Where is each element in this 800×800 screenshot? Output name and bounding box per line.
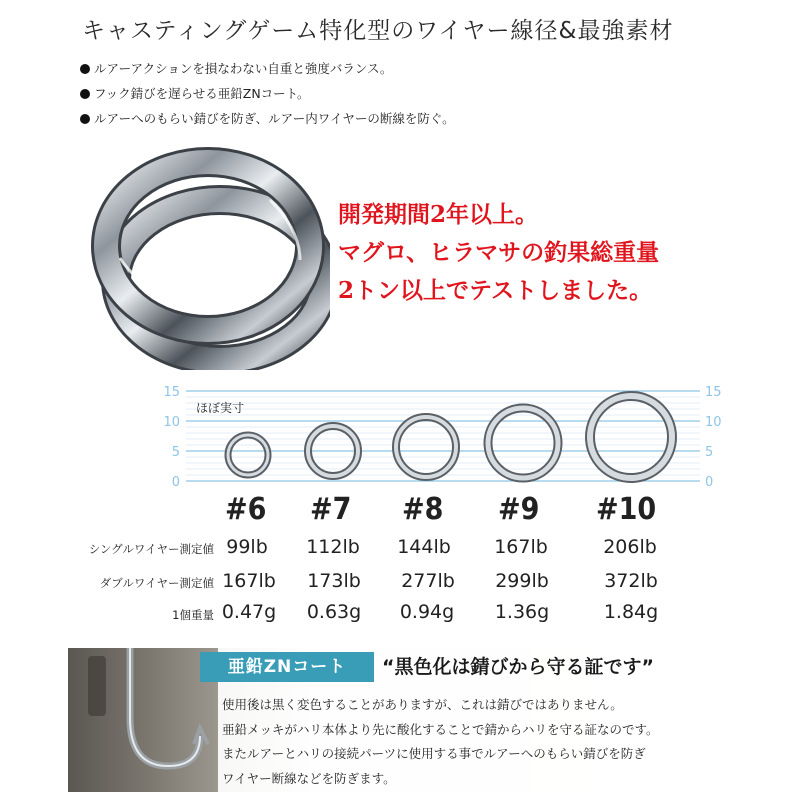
bullet-icon xyxy=(80,89,90,99)
size-scale xyxy=(0,380,800,490)
feature-list xyxy=(80,56,455,131)
bullet-icon xyxy=(80,64,90,74)
row-label-single: シングルワイヤー測定値 xyxy=(88,542,214,556)
scale-ticks-left xyxy=(163,385,180,490)
row-label-double: ダブルワイヤー測定値 xyxy=(99,576,214,590)
spec-value: 299lb xyxy=(495,570,549,592)
ring-highlight xyxy=(396,417,456,477)
spec-value: 1.36g xyxy=(494,601,550,623)
bullet-icon xyxy=(80,114,90,124)
spec-value: 1.84g xyxy=(603,601,659,623)
scale-tick-label: 10 xyxy=(705,415,722,430)
description-line: またルアーとハリの接続パーツに使用する事でルアーへのもらい錆びを防ぎ xyxy=(222,746,646,761)
spec-value: 206lb xyxy=(603,536,657,558)
zn-coat-description xyxy=(222,693,659,791)
description-line: 亜鉛メッキがハリ本体より先に酸化することで錆からハリを守る証なのです。 xyxy=(222,721,659,737)
promo-copy xyxy=(338,196,659,310)
spec-value: 112lb xyxy=(306,536,360,558)
spec-value: 167lb xyxy=(222,570,276,592)
promo-line: 2トン以上でテストしました。 xyxy=(338,277,653,304)
description-line: 使用後は黒く変色することがありますが、これは錆びではありません。 xyxy=(222,697,623,712)
hook-photo xyxy=(68,648,218,792)
scale-tick-label: 0 xyxy=(171,475,180,490)
ring-highlight xyxy=(488,408,558,478)
spec-value: 0.94g xyxy=(399,601,455,623)
size-label: #8 xyxy=(402,492,444,527)
page-title: キャスティングゲーム特化型のワイヤー線径&最強素材 xyxy=(82,18,674,44)
feature-item: フック錆びを遅らせる亜鉛ZNコート。 xyxy=(80,81,455,106)
size-label: #6 xyxy=(225,492,267,527)
spec-value: 0.63g xyxy=(306,601,362,623)
spec-value: 99lb xyxy=(226,536,268,558)
size-label: #10 xyxy=(596,492,657,527)
zn-coat-tag: 亜鉛ZNコート xyxy=(200,652,374,682)
scale-tick-label: 10 xyxy=(163,415,180,430)
size-label: #7 xyxy=(310,492,352,527)
scale-tick-label: 0 xyxy=(705,475,714,490)
scale-tick-label: 5 xyxy=(705,445,714,460)
spec-value: 0.47g xyxy=(221,601,277,623)
spec-value: 144lb xyxy=(397,536,451,558)
ring-highlight xyxy=(590,396,672,478)
spec-value: 277lb xyxy=(401,570,455,592)
promo-line: マグロ、ヒラマサの釣果総重量 xyxy=(338,239,660,266)
scale-tick-label: 15 xyxy=(705,385,722,400)
zn-coat-quote: “黒色化は錆びから守る証です” xyxy=(382,656,654,678)
feature-item: ルアーアクションを損なわない自重と強度バランス。 xyxy=(80,56,455,81)
description-line: ワイヤー断線などを防ぎます。 xyxy=(222,770,396,786)
scale-ticks-right xyxy=(705,385,722,490)
size-label: #9 xyxy=(498,492,540,527)
ring-sizes xyxy=(228,396,672,478)
promo-line: 開発期間2年以上。 xyxy=(338,201,539,228)
split-ring-photo xyxy=(80,140,330,370)
spec-value: 372lb xyxy=(604,570,658,592)
row-label-weight: 1個重量 xyxy=(172,608,214,622)
scale-label: ほぼ実寸 xyxy=(196,401,245,415)
scale-tick-label: 15 xyxy=(163,385,180,400)
spec-value: 167lb xyxy=(494,536,548,558)
feature-item: ルアーへのもらい錆びを防ぎ、ルアー内ワイヤーの断線を防ぐ。 xyxy=(80,106,455,131)
scale-tick-label: 5 xyxy=(171,445,180,460)
spec-value: 173lb xyxy=(307,570,361,592)
